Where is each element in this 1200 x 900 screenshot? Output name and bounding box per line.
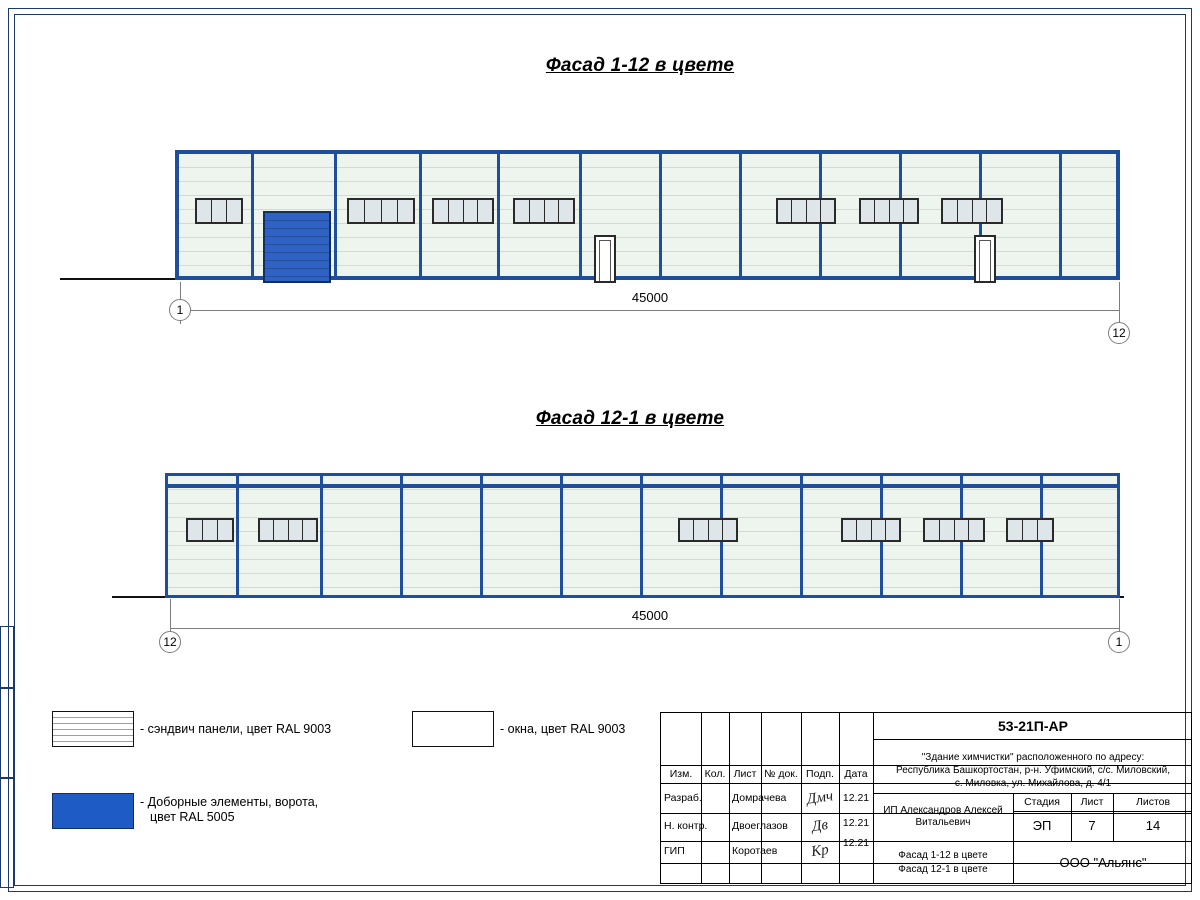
stamp-header-stage: Стадия (1024, 796, 1060, 808)
axis-bubble-right: 12 (1108, 322, 1130, 344)
stamp-name-gip: Коротаев (732, 845, 778, 857)
stamp-signature-razrab: Дмч (805, 788, 835, 808)
stamp-company: ООО "Альянс" (1059, 855, 1147, 870)
overall-dimension-value: 45000 (631, 608, 669, 623)
stamp-value-stage: ЭП (1032, 818, 1052, 833)
facade-column (659, 154, 662, 276)
building-outline (175, 150, 1120, 280)
facade-12-1-drawing (60, 465, 1123, 665)
stamp-customer: ИП Александров Алексей Витальевич (883, 805, 1003, 828)
stamp-object-line3: с. Миловка, ул. Михайлова, д. 4/1 (954, 778, 1112, 789)
legend-label-blue-elements-line1: - Доборные элементы, ворота, (140, 795, 319, 809)
facade-window (1006, 518, 1054, 542)
facade-window (195, 198, 243, 224)
facade-column (400, 476, 403, 595)
stamp-header-data: Дата (844, 768, 868, 780)
legend-label-blue-elements-line2: цвет RAL 5005 (150, 810, 235, 824)
stamp-value-sheet: 7 (1088, 818, 1096, 833)
stamp-name-razrab: Домрачева (732, 792, 787, 804)
facade-column (251, 154, 254, 276)
stamp-role-gip: ГИП (664, 845, 685, 857)
facade-column (739, 154, 742, 276)
dimension-extension-right (1119, 282, 1120, 324)
facade-column (480, 476, 483, 595)
stamp-date-nkontr: 12.21 (842, 817, 870, 829)
facade-12-1-title: Фасад 12-1 в цвете (535, 408, 725, 429)
facade-window (678, 518, 738, 542)
facade-window (776, 198, 836, 224)
legend-swatch-sandwich-panel (52, 711, 134, 747)
facade-window (513, 198, 575, 224)
facade-column (419, 154, 422, 276)
facade-window (347, 198, 415, 224)
sectional-gate (263, 211, 331, 283)
legend-label-window: - окна, цвет RAL 9003 (500, 722, 626, 736)
stamp-drawing-title-line2: Фасад 12-1 в цвете (898, 864, 988, 875)
facade-window (859, 198, 919, 224)
facade-column (640, 476, 643, 595)
overall-dimension-value: 45000 (631, 290, 669, 305)
axis-bubble-left: 12 (159, 631, 181, 653)
axis-bubble-right: 1 (1108, 631, 1130, 653)
facade-column (579, 154, 582, 276)
overall-dimension-line (170, 628, 1120, 629)
stamp-header-izm: Изм. (669, 768, 693, 780)
stamp-object-line2: Республика Башкортостан, р-н. Уфимский, с/с. Миловский, (895, 765, 1171, 776)
legend-label-sandwich-panel: - сэндвич панели, цвет RAL 9003 (140, 722, 332, 736)
stamp-object-line1: "Здание химчистки" расположенного по адресу: (921, 752, 1145, 763)
facade-window (186, 518, 234, 542)
entrance-door (974, 235, 996, 283)
stamp-role-nkontr: Н. контр. (664, 820, 708, 832)
facade-window (941, 198, 1003, 224)
stamp-header-list: Лист (733, 768, 757, 780)
title-block (660, 712, 1192, 884)
facade-column (236, 476, 239, 595)
building-outline (165, 473, 1120, 598)
stamp-header-sheet: Лист (1080, 796, 1104, 808)
legend-swatch-blue-elements (52, 793, 134, 829)
stamp-drawing-title-line1: Фасад 1-12 в цвете (898, 850, 988, 861)
facade-window (923, 518, 985, 542)
stamp-value-sheets: 14 (1145, 818, 1161, 833)
stamp-header-ndok: № док. (764, 768, 798, 780)
stamp-project-code: 53-21П-АР (998, 718, 1068, 734)
stamp-name-nkontr: Двоеглазов (732, 820, 788, 832)
stamp-header-podp: Подп. (806, 768, 834, 780)
facade-column (1059, 154, 1062, 276)
facade-column (497, 154, 500, 276)
facade-window (432, 198, 494, 224)
sheet-edge-stub-2 (0, 688, 14, 778)
facade-window (841, 518, 901, 542)
facade-column (560, 476, 563, 595)
overall-dimension-line (180, 310, 1120, 311)
stamp-signature-gip: Кр (810, 841, 830, 861)
entrance-door (594, 235, 616, 283)
facade-1-12-drawing (60, 150, 1126, 340)
sheet-edge-stub-3 (0, 778, 14, 888)
facade-1-12-title: Фасад 1-12 в цвете (545, 55, 735, 76)
facade-window (258, 518, 318, 542)
facade-column (800, 476, 803, 595)
facade-column (334, 154, 337, 276)
stamp-divider (873, 739, 1191, 740)
stamp-date-gip: 12.21 (842, 837, 870, 849)
stamp-date-razrab: 12.21 (842, 792, 870, 804)
stamp-header-kol: Кол. (704, 768, 726, 780)
axis-bubble-left: 1 (169, 299, 191, 321)
legend-swatch-window (412, 711, 494, 747)
stamp-header-sheets: Листов (1135, 796, 1171, 808)
facade-column (320, 476, 323, 595)
sheet-edge-stub-1 (0, 626, 14, 688)
stamp-role-razrab: Разраб. (664, 792, 702, 804)
stamp-signature-nkontr: Дв (810, 816, 830, 836)
